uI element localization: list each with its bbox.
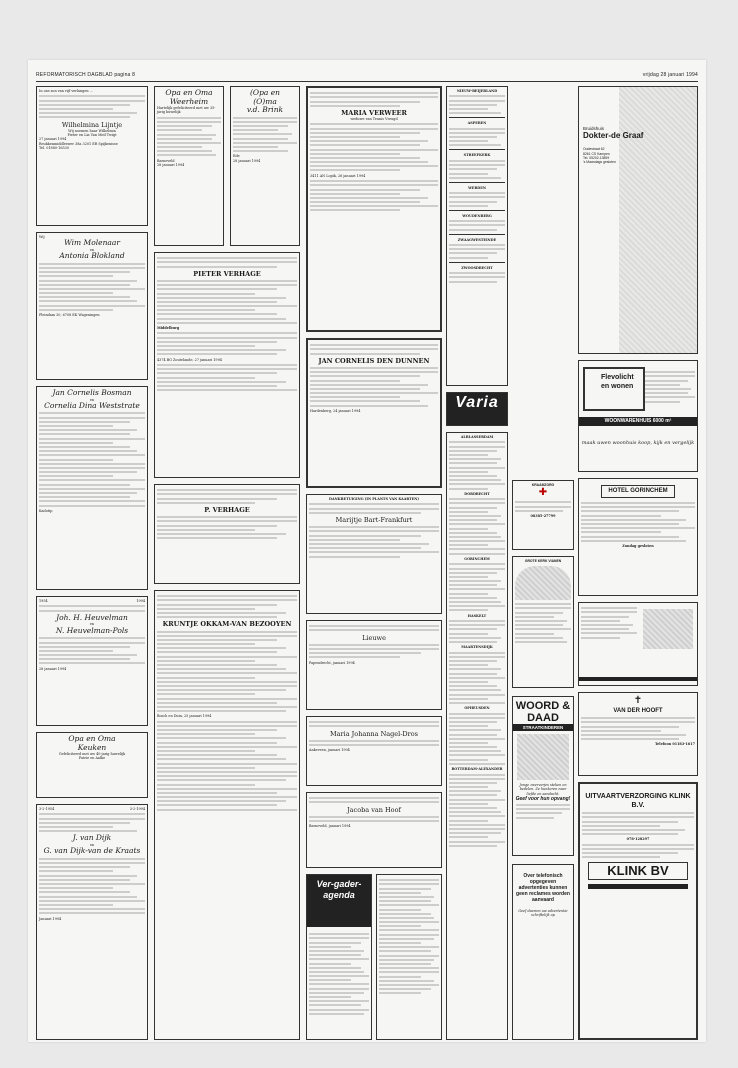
ad-place: Barneveld [157,158,175,163]
notice-nagel-dros [306,716,442,786]
column-5 [512,86,574,1032]
varia-lines [449,441,505,489]
flevolicht-slogan: maak uwen woonhuis koop, kijk en vergelijk [581,440,695,446]
bruidshuis-phone: Tel. 05202-13859 [583,155,610,160]
ad-body-lines-3 [157,721,297,811]
telephone-ads-notice [512,864,574,1040]
notice-p-verhage [154,484,300,584]
year-end: 1994 [136,599,145,603]
church-organ-image [515,566,571,600]
ad-body-lines-3 [157,332,297,355]
begrafenis-van-der-hooft-ad [578,692,698,776]
obit-sub: weduwe van Teunis Vreugd [350,116,398,121]
header-left: REFORMATORISCH DAGBLAD pagina 8 [36,72,136,78]
bruidshuis-note: 's Maandags gesloten [583,160,616,165]
uitvaart-klink-ad [578,782,698,1040]
varia-city: HASKELT [467,613,487,618]
restaurant-logo [643,609,693,649]
agenda-lines [307,929,371,1019]
woord-daad-logo: WOORD & DAAD [515,700,571,724]
ad-body-lines [157,595,297,618]
ad-body-lines [309,503,439,513]
varia-logo: Varia [455,394,499,411]
ad-date: 28 januari 1994 [157,162,185,167]
ad-body-lines [309,625,439,631]
bruidshuis-name: Dokter-de Graaf [583,131,644,141]
header-right: vrijdag 28 januari 1994 [642,72,698,78]
notice-lieuwe [306,620,442,710]
wedding-announcement-bosman [36,386,148,590]
notice-name: Maria Johanna Nagel-Dros [330,729,418,738]
ad-place: Pleindam 30, 6708 EK Wageningen [39,313,100,318]
ad-name-1: J. van Dijk [72,833,112,843]
ad-body-lines [157,489,297,504]
ad-body-lines-2 [309,526,439,557]
klink-logo: KLINK BV [588,862,688,880]
ad-body-lines [39,605,145,611]
wedding-announcement-molenaar [36,232,148,380]
church-city: ZWOOSDRECHT [461,265,493,270]
ad-body-lines-3 [310,180,438,211]
obit-name: JAN CORNELIS DEN DUNNEN [318,356,430,365]
service-lines [449,220,505,230]
church-city: STREEFKERK [463,153,491,158]
column-6 [578,86,698,1032]
klink-address-bar [588,884,688,888]
column-1 [36,86,148,1032]
notice-text: Over telefonisch opgegeven advertenties kunnen geen reclames worden aanvaard [516,873,570,903]
service-lines [449,160,505,179]
ad-name-2: Cornelia Dina Weststrate [44,400,140,410]
varia-city: ROTTERDAM-ALEXANDER [451,767,503,772]
ad-date: 28 januari 1994 [39,666,67,671]
thanks-bart-frankfurt [306,494,442,614]
ad-body-lines-2 [309,644,439,659]
church-city: ZWAAGWESTEINDE [457,237,497,242]
ad-date: 28 januari 1994 [233,158,261,163]
ad-place: Ede [233,154,240,159]
kerk-lines [515,603,571,643]
notice-name: Jacoba van Hoof [347,805,401,814]
begraf-name: VAN DER HOOFT [613,708,663,714]
kerk-title: GROTE KERK VIANEN [524,559,562,563]
ad-name-2: N. Heuvelman-Pols [55,625,129,635]
restaurant-ad [578,602,698,686]
ad-body-lines [310,344,438,354]
uitvaart-lines [582,812,694,835]
obit-date: 4374 BG Zoutelande, 27 januari 1994 [157,357,222,362]
ad-name-2: Antonia Blokland [59,251,125,261]
ad-body-lines-2 [309,816,439,822]
anniversary-heuvelman [36,596,148,726]
ad-body-lines [233,117,297,153]
date-start: 3-2-1954 [39,807,55,811]
thanks-heading: DANKBETUIGING (IN PLANTS VAN KAARTEN) [329,497,419,501]
obit-date: Bosch en Duin, 25 januari 1994 [157,714,212,719]
agenda-listing [376,874,442,1040]
vergader-agenda-block [306,874,372,1040]
notice-name: P. VERHAGE [204,505,250,514]
ad-body-lines-2 [157,516,297,539]
notice-name: Lieuwe [362,633,386,642]
ad-body-lines [39,412,145,506]
varia-lines [449,620,505,643]
ad-and: en [89,622,95,627]
church-city: WERDEN [468,185,486,190]
child-photo [517,734,569,780]
restaurant-lines [581,607,637,638]
flevolicht-woonwarenhuis: WOONWARENHUIS 6000 m² [579,417,697,426]
woord-daad-caption: Jonge zwerverjes steken en bedelen. Ze hunkeren naar liefde en aandacht. [519,783,567,796]
obituary-pieter-verhage [154,252,300,478]
ad-title-2: (O)ma [253,96,277,106]
flevolicht-title-2: en wonen [601,383,634,390]
ad-body-lines-2 [157,280,297,324]
bruidshuis-address: Oudestraat 62 [583,147,605,152]
varia-city: DORDRECHT [464,491,490,496]
ad-body-lines-2 [39,637,145,664]
column-2 [154,86,300,1032]
grote-kerk-vianen-ad [512,556,574,688]
ad-parents: Pieter en Lia Van Meil Twigt [67,132,117,137]
obit-name: PIETER VERHAGE [193,269,261,278]
bruidshuis-ad [578,86,698,354]
ad-body-lines [310,92,438,107]
ad-date: 27 januari 1994 [39,137,67,142]
service-lines [449,272,505,282]
ad-body-lines [157,117,221,157]
varia-listing [446,432,508,1040]
ad-body-lines-4 [157,364,297,391]
date-end: 3-2-1994 [129,807,145,811]
ad-and: en [89,842,95,847]
church-city: NIEUW-BEIJERLAND [456,89,498,93]
ad-name-2: G. van Dijk-van de Kraats [43,846,141,856]
vergader-agenda-logo: Ver-gader-agenda [307,875,371,927]
anniversary-van-dijk [36,804,148,1040]
ad-title-3: v.d. Brink [246,105,284,114]
ad-title-1: (Opa en [250,88,280,97]
obituary-maria-verweer [306,86,442,332]
congrats-weerheim [154,86,224,246]
ad-body-lines-2 [39,858,145,914]
ad-body-lines [309,797,439,803]
obituary-kruntje-okkam [154,590,300,1040]
obit-name: MARIA VERWEER [341,108,407,117]
ad-name-1: Wim Molenaar [64,238,120,248]
flevolicht-title: Flevolicht [601,374,634,381]
year-start: 1954 [39,599,48,603]
bruidshuis-city: 8261 CS Kampen [583,151,610,156]
uitvaart-title: UITVAARTVERZORGING KLINK B.V. [585,793,691,809]
woord-daad-sub: STRAATKINDEREN [513,724,573,731]
varia-city: OPHEUSDEN [464,706,490,711]
service-lines [449,95,505,114]
service-lines [449,244,505,259]
column-4-church-services [446,86,508,1032]
woord-en-daad-ad [512,696,574,856]
begraf-lines [581,717,695,740]
notice-van-hoof [306,792,442,868]
hotel-logo: HOTEL GORINCHEM [601,485,675,498]
ad-body-lines [157,257,297,267]
ad-top: Wij [39,235,45,239]
ad-and: en [89,247,95,252]
varia-lines [449,498,505,554]
ad-body-lines-2 [309,740,439,746]
ad-family: Patrie en Aalke [78,756,106,761]
ad-sub: Hartelijk gefeliciteerd met uw 35-jarig huwelijk [157,106,216,115]
ad-name-1: Jan Cornelis Bosman [52,388,132,397]
notice-date: Barneveld, januari 1994 [309,824,351,829]
ad-phone: Tel. 01880-16530 [39,145,69,150]
cross-icon: ✝ [633,695,643,706]
kraamzorg-ad [512,480,574,550]
obit-date: 3411 AN Lopik, 26 januari 1994 [310,173,366,178]
notice-sub: Geef daarom uw advertentie schriftelijk op [518,909,568,918]
column-3 [306,86,442,1032]
ad-body-lines [39,263,145,311]
ad-date: Januari 1994 [39,916,62,921]
ad-title-1: Opa en Oma [165,88,213,97]
ad-and: en [89,397,95,402]
woord-daad-cta: Geef voor hun opvang! [515,795,571,802]
obit-place: Middelburg [157,326,180,330]
kraamzorg-lines [515,501,571,511]
ad-body-lines-2 [157,631,297,713]
newspaper-page [28,60,706,1042]
restaurant-banner [579,677,697,681]
obit-date: Hardenberg, 24 januari 1994 [310,408,361,413]
ad-title-2: Weerheim [169,96,209,106]
notice-date: Ankeveen, januari 1994 [309,748,350,753]
congrats-opa-oma-keuken [36,732,148,798]
ad-sub: Wij noemen haar Wilhelmin [68,128,116,133]
ad-intro-text: In ons zon van vijf verlangen ... [39,89,93,93]
uitvaart-lines-2 [582,844,694,859]
ad-child-name: Wilhelmina Lijntje [61,120,123,129]
ad-sub: Gefeliciteerd met uw 40-jarig huwelijk [58,752,126,756]
church-city: WOUDENBERG [462,213,492,218]
begraf-phone: Telefoon 01183-1617 [654,742,695,747]
hotel-lines [581,502,695,542]
agenda-lines [379,879,439,994]
varia-city: MAARTENSDIJK [461,645,493,650]
ad-body-lines [309,721,439,727]
congrats-vd-brink [230,86,300,246]
birth-announcement-lijntje [36,86,148,226]
ad-name-1: Joh. H. Heuvelman [56,612,128,622]
uitvaart-phone: 078-128297 [626,837,650,842]
varia-lines [449,563,505,611]
varia-city: GORINCHEM [464,556,490,561]
thanks-name: Marijtje Bart-Frankfurt [335,516,413,525]
bruidshuis-label: Bruidshuis [583,126,605,131]
varia-lines [449,652,505,704]
service-lines [449,192,505,207]
ad-footer: Kadotip [39,508,53,513]
church-city: ASPEREN [467,121,487,126]
varia-header [446,392,508,426]
cross-icon: ✚ [538,487,548,499]
flevolicht-ad [578,360,698,472]
ad-title-2: Keuken [77,742,107,752]
hotel-closed: Zondag gesloten [622,543,654,548]
ad-body-lines [39,813,145,832]
flevolicht-logo-box [583,367,645,411]
varia-lines [449,713,505,765]
obituary-den-dunnen [306,338,442,488]
flevolicht-info-lines [645,369,695,405]
hotel-gorinchem-ad [578,478,698,596]
varia-city: ALBLASSERDAM [460,435,494,439]
varia-lines [449,774,505,847]
service-lines [449,128,505,147]
header-rule [36,81,698,82]
ad-title-1: Opa en Oma [68,734,116,743]
ad-body-lines-2 [310,367,438,407]
woord-daad-lines [513,804,573,819]
church-services-list [446,86,508,386]
obit-name: KRUNTJE OKKAM-VAN BEZOOYEN [162,620,292,629]
ad-body-lines-2 [310,123,438,171]
kraamzorg-phone: 08385-27799 [530,514,556,519]
kraamzorg-title: KRAAMZORG [531,483,555,487]
ad-address: Reukkenmiddleswer 38a 3201 ER Spijkenisse [39,141,118,146]
notice-date: Papendrecht, januari 1994 [309,660,355,665]
ad-body-lines [39,95,145,118]
